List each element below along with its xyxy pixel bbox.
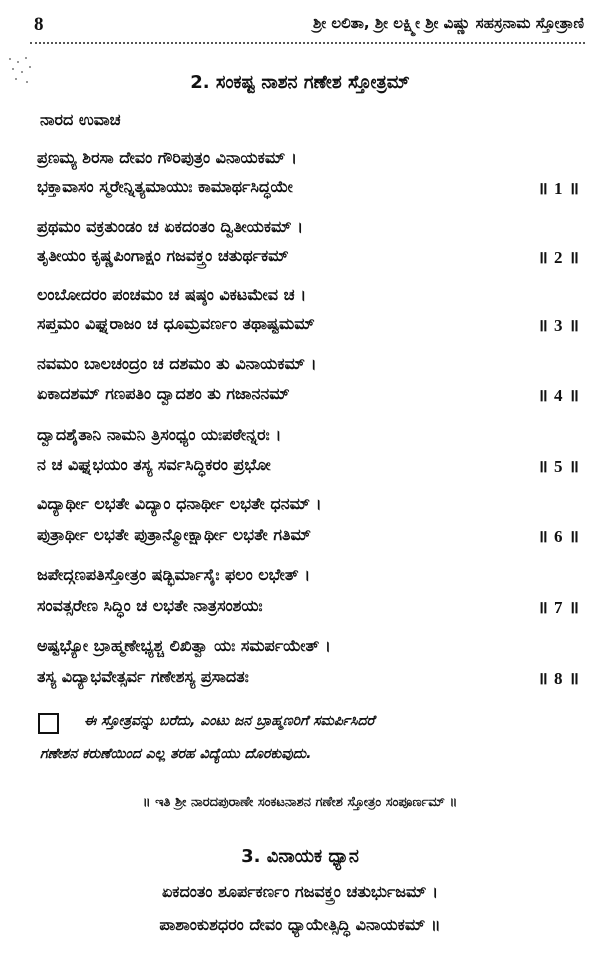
verse-number: ॥ 6 ॥ — [537, 527, 580, 546]
verse-number: ॥ 1 ॥ — [537, 179, 580, 198]
verse-line: ತಸ್ಯ ವಿದ್ಯಾಭವೇತ್ಸರ್ವ ಗಣೇಶಸ್ಯ ಪ್ರಸಾದತಃ — [37, 667, 249, 686]
page-number: 8 — [34, 14, 44, 35]
verse-number: ॥ 7 ॥ — [537, 598, 580, 617]
note-line: ಈ ಸ್ತೋತ್ರವನ್ನು ಬರೆದು, ಎಂಟು ಜನ ಬ್ರಾಹ್ಮಣರಿಗೆ ಸಮರ್ಪಿಸಿದರೆ — [84, 713, 375, 729]
running-title: ಶ್ರೀ ಲಲಿತಾ, ಶ್ರೀ ಲಕ್ಷ್ಮೀ ಶ್ರೀ ವಿಷ್ಣು ಸಹಸ್ರನಾಮ ಸ್ತೋತ್ರಾಣಿ — [312, 14, 584, 32]
section-title-sankashta: 2. ಸಂಕಷ್ಟ ನಾಶನ ಗಣೇಶ ಸ್ತೋತ್ರಮ್ — [190, 72, 410, 93]
verse-line: ಪ್ರಥಮಂ ವಕ್ರತುಂಡಂ ಚ ಏಕದಂತಂ ದ್ವಿತೀಯಕಮ್ । — [37, 217, 304, 236]
header-dotted-rule — [30, 42, 585, 44]
verse-line: ತೃತೀಯಂ ಕೃಷ್ಣಪಿಂಗಾಕ್ಷಂ ಗಜವಕ್ತ್ರಂ ಚತುರ್ಥಕಮ್ — [37, 246, 289, 265]
verse-line: ದ್ವಾದಶೈತಾನಿ ನಾಮನಿ ತ್ರಿಸಂಧ್ಯಂ ಯಃಪಠೇನ್ನರಃ । — [37, 425, 282, 444]
verse-line: ಸಪ್ತಮಂ ವಿಘ್ನರಾಜಂ ಚ ಧೂಮ್ರವರ್ಣಂ ತಥಾಷ್ಟಮಮ್ — [37, 314, 315, 333]
verse-number: ॥ 5 ॥ — [537, 457, 580, 476]
verse-line: ಪ್ರಣಮ್ಯ ಶಿರಸಾ ದೇವಂ ಗೌರಿಪುತ್ರಂ ವಿನಾಯಕಮ್ । — [37, 148, 297, 167]
verse-line: ಲಂಬೋದರಂ ಪಂಚಮಂ ಚ ಷಷ್ಠಂ ವಿಕಟಮೇವ ಚ । — [37, 285, 307, 304]
verse-line: ಪುತ್ರಾರ್ಥೀ ಲಭತೇ ಪುತ್ರಾನ್ಮೋಕ್ಷಾರ್ಥೀ ಲಭತೇ ಗತಿಮ್ — [37, 525, 311, 544]
colophon: ॥ ಇತಿ ಶ್ರೀ ನಾರದಪುರಾಣೇ ಸಂಕಟನಾಶನ ಗಣೇಶ ಸ್ತೋತ್ರಂ ಸಂಪೂರ್ಣಮ್ ॥ — [142, 795, 458, 810]
verse-line: ನವಮಂ ಬಾಲಚಂದ್ರಂ ಚ ದಶಮಂ ತು ವಿನಾಯಕಮ್ । — [37, 354, 317, 373]
verse-line: ಜಪೇದ್ಗಣಪತಿಸ್ತೋತ್ರಂ ಷಡ್ಭಿರ್ಮಾಸೈಃ ಫಲಂ ಲಭೇತ್ । — [37, 565, 311, 584]
verse-number: ॥ 3 ॥ — [537, 316, 580, 335]
dhyana-line: ಪಾಶಾಂಕುಶಧರಂ ದೇವಂ ಧ್ಯಾಯೇತ್ಸಿದ್ಧಿ ವಿನಾಯಕಮ್ ॥ — [159, 915, 441, 934]
verse-line: ನ ಚ ವಿಘ್ನಭಯಂ ತಸ್ಯ ಸರ್ವಸಿದ್ಧಿಕರಂ ಪ್ರಭೋ — [37, 455, 271, 474]
section-title-vinayaka-dhyana: 3. ವಿನಾಯಕ ಧ್ಯಾನ — [241, 846, 359, 867]
verse-line: ವಿದ್ಯಾರ್ಥೀ ಲಭತೇ ವಿದ್ಯಾಂ ಧನಾರ್ಥೀ ಲಭತೇ ಧನಮ್ । — [37, 494, 322, 513]
verse-number: ॥ 8 ॥ — [537, 669, 580, 688]
speaker-heading: ನಾರದ ಉವಾಚ — [40, 110, 121, 129]
verse-line: ಸಂವತ್ಸರೇಣ ಸಿದ್ಧಿಂ ಚ ಲಭತೇ ನಾತ್ರಸಂಶಯಃ — [37, 596, 263, 615]
verse-line: ಅಷ್ಟಭ್ಯೋ ಬ್ರಾಹ್ಮಣೇಭ್ಯಶ್ಚ ಲಿಖಿತ್ವಾ ಯಃ ಸಮರ್ಪಯೇತ್ । — [37, 636, 331, 655]
note-line: ಗಣೇಶನ ಕರುಣೆಯಿಂದ ಎಲ್ಲ ತರಹ ವಿದ್ಯೆಯು ದೊರಕುವುದು. — [40, 746, 312, 762]
verse-line: ಏಕಾದಶಮ್ ಗಣಪತಿಂ ದ್ವಾದಶಂ ತು ಗಜಾನನಮ್ — [37, 384, 290, 403]
verse-number: ॥ 2 ॥ — [537, 248, 580, 267]
verse-line: ಭಕ್ತಾವಾಸಂ ಸ್ಮರೇನ್ನಿತ್ಯಮಾಯುಃ ಕಾಮಾರ್ಥಸಿದ್ಧಯೇ — [37, 177, 293, 196]
checkbox-square-icon — [38, 713, 59, 734]
dhyana-line: ಏಕದಂತಂ ಶೂರ್ಪಕರ್ಣಂ ಗಜವಕ್ತ್ರಂ ಚತುರ್ಭುಜಮ್ । — [161, 882, 439, 901]
verse-number: ॥ 4 ॥ — [537, 386, 580, 405]
